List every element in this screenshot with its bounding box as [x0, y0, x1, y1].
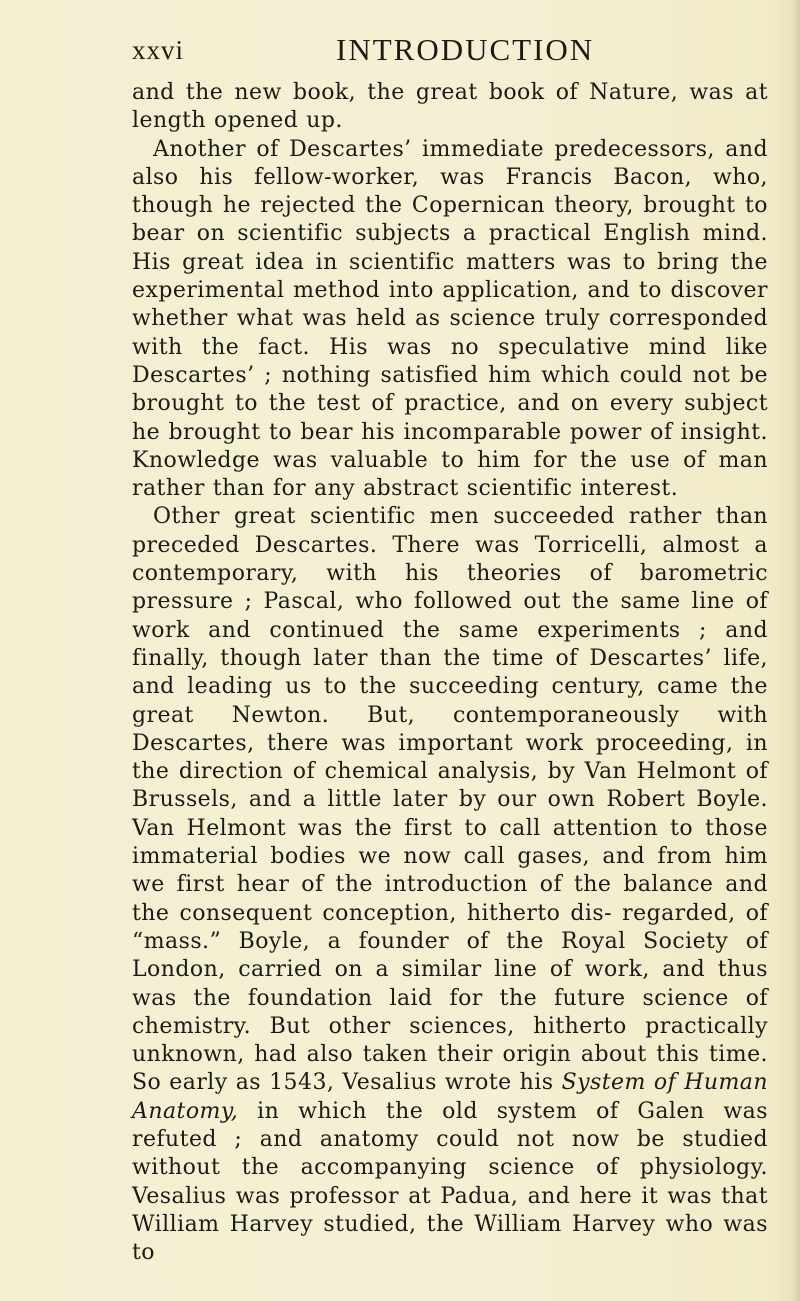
paragraph-3-text-a: Other great scientific men succeeded rather than preceded Descartes. There was Torricelli, almost a contemporary, with his theories of barometric pressure ; Pascal, who followed out the same line of work and continued the same experiments ; and finally, though later than the time of Descartes’ life, and leading us to the succeeding century, came the great Newton. But, contemporaneously with Descartes, there was important work proceeding, in the direction of chemical analysis, by Van Helmont of Brussels, and a little later by our own Robert Boyle. Van Helmont was the first to call attention to those immaterial bodies we now call gases, and from him we first hear of the introduction of the balance and the consequent conception, hitherto dis- regarded, of “mass.” Boyle, a founder of the Royal Society of London, carried on a similar line of work, and thus was the foundation laid for the future science of chemistry. But other sciences, hitherto practically unknown, had also taken their origin about this time. So early as 1543, Vesalius wrote his — [132, 504, 768, 1096]
page-number: xxvi — [132, 35, 185, 65]
book-title-italic: System of Human Anatomy, — [132, 1070, 768, 1124]
running-head — [132, 30, 768, 70]
page-edge-shadow — [792, 0, 800, 1301]
paragraph-2: Another of Descartes’ immediate predecessors, and also his fellow-worker, was Francis Bacon, who, though he rejected the Copernican theory, brought to bear on scientific subjects a practical English mind. His great idea in scientific matters was to bring the experimental method into application, and to discover whether what was held as science truly corresponded with the fact. His was no speculative mind like Descartes’ ; nothing satisfied him which could not be brought to the test of practice, and on every subject he brought to bear his incomparable power of insight. Knowledge was valuable to him for the use of man rather than for any abstract scientific interest. — [132, 136, 768, 502]
paragraph-1: and the new book, the great book of Nature, was at length opened up. — [132, 80, 768, 134]
paragraph-3 — [132, 503, 768, 1267]
running-title: INTRODUCTION — [336, 32, 595, 67]
paragraph-3-text-b: in which the old system of Galen was refuted ; and anatomy could not now be studied without the accompanying science of physiology. Vesalius was professor at Padua, and here it was that William Harvey studied, the William Harvey who was to — [132, 1098, 768, 1266]
body-text — [132, 79, 768, 1267]
